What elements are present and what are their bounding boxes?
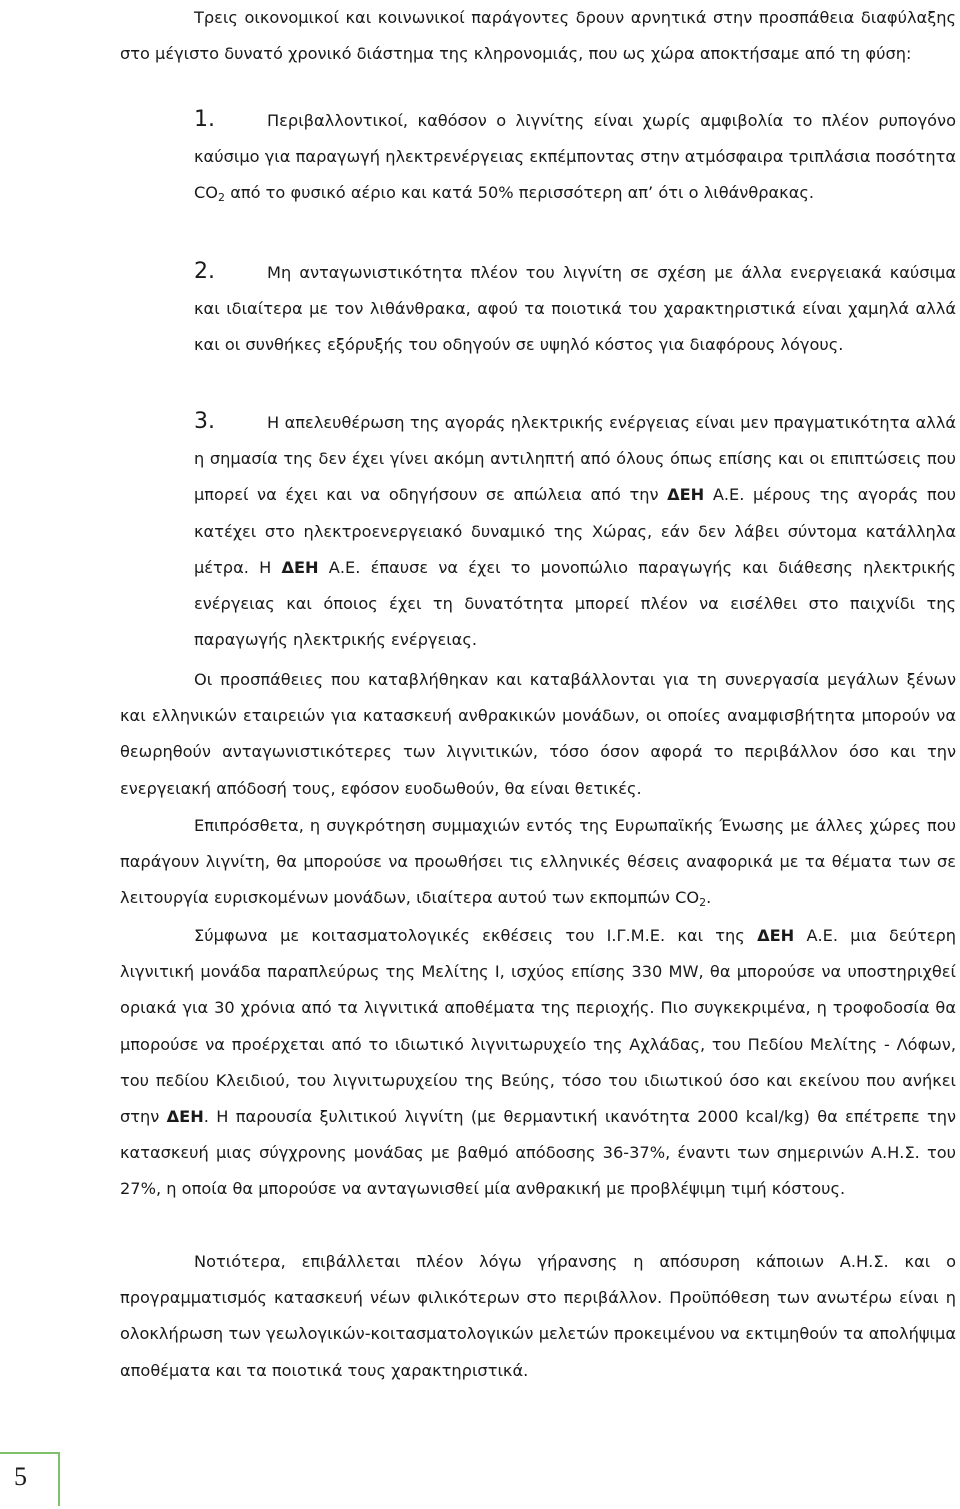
list-item-text: Α.Ε. μέρους της αγοράς που κατέχει στο ηλεκτροενεργειακό δυναμικό της Χώρας, εάν δεν λάβει σύντομα κατάλληλα μέτρα. Η <box>194 485 956 577</box>
paragraph-text: Επιπρόσθετα, η συγκρότηση συμμαχιών εντός της Ευρωπαϊκής Ένωσης με άλλες χώρες που παράγουν λιγνίτη, θα μπορούσε να προωθήσει τις ελληνικές θέσεις αναφορικά με τα θέματα των σε λειτουργία ευρισκομένων μονάδων, ιδιαίτερα αυτού των εκπομπών CO <box>120 816 956 908</box>
list-item-text: Μη ανταγωνιστικότητα πλέον του λιγνίτη σε σχέση με άλλα ενεργειακά καύσιμα και ιδιαίτερα με τον λιθάνθρακα, αφού τα ποιοτικά του χαρακτηριστικά είναι χαμηλά αλλά και οι συνθήκες εξόρυξής του οδηγούν σε υψηλό κόστος για διαφόρους λόγους. <box>194 263 956 355</box>
bold-text: ΔΕΗ <box>281 557 319 577</box>
page-number: 5 <box>14 1462 27 1491</box>
paragraph-1: Οι προσπάθειες που καταβλήθηκαν και καταβάλλονται για τη συνεργασία μεγάλων ξένων και ελληνικών εταιρειών για κατασκευή ανθρακικών μονάδων, οι οποίες αναμφισβήτητα μπορούν να θεωρηθούν ανταγωνιστικότερες των λιγνιτικών, τόσο όσον αφορά το περιβάλλον όσο και την ενεργειακή απόδοσή τους, εφόσον ευοδωθούν, θα είναι θετικές. <box>120 670 956 798</box>
list-item-3 <box>194 404 956 658</box>
list-item-number: 2. <box>194 259 215 284</box>
subscript: 2 <box>699 896 707 910</box>
paragraph-2 <box>120 808 956 917</box>
list-item-text: Α.Ε. έπαυσε να έχει το μονοπώλιο παραγωγής και διάθεσης ηλεκτρικής ενέργειας και όποιος έχει τη δυνατότητα μπορεί πλέον να εισέλθει στο παιχνίδι της παραγωγής ηλεκτρικής ενέργειας. <box>194 557 956 650</box>
list-item-text-end: από το φυσικό αέριο και κατά 50% περισσότερη απ’ ότι ο λιθάνθρακας. <box>225 183 815 203</box>
bold-text: ΔΕΗ <box>757 926 795 945</box>
list-item-number: 3. <box>194 409 215 434</box>
bold-text: ΔΕΗ <box>166 1107 204 1127</box>
intro-paragraph: Τρεις οικονομικοί και κοινωνικοί παράγοντες δρουν αρνητικά στην προσπάθεια διαφύλαξης στο μέγιστο δυνατό χρονικό διάστημα της κληρονομιάς, που ως χώρα αποκτήσαμε από τη φύση: <box>120 8 956 64</box>
list-item-2 <box>194 254 956 364</box>
list-item-number: 1. <box>194 107 215 132</box>
paragraph-text-end: . <box>706 888 712 908</box>
list-item-text: Περιβαλλοντικοί, καθόσον ο λιγνίτης είναι χωρίς αμφιβολία το πλέον ρυπογόνο καύσιμο για παραγωγή ηλεκτρενέργειας εκπέμποντας στην ατμόσφαιρα τριπλάσια ποσότητα CO <box>194 111 956 203</box>
paragraph-text: Σύμφωνα με κοιτασματολογικές εκθέσεις του Ι.Γ.Μ.Ε. και της <box>194 926 758 945</box>
paragraph-3 <box>120 918 956 1208</box>
paragraph-4: Νοτιότερα, επιβάλλεται πλέον λόγω γήρανσης η απόσυρση κάποιων Α.Η.Σ. και ο προγραμματισμός κατασκευή νέων φιλικότερων στο περιβάλλον. Προϋπόθεση των ανωτέρω είναι η ολοκλήρωση των γεωλογικών-κοιτασματολογικών μελετών προκειμένου να εκτιμηθούν τα απολήψιμα αποθέματα και τα ποιοτικά τους χαρακτηριστικά. <box>120 1252 956 1380</box>
paragraph-text: Α.Ε. μια δεύτερη λιγνιτική μονάδα παραπλεύρως της Μελίτης Ι, ισχύος επίσης 330 MW, θα μπορούσε να υποστηριχθεί οριακά για 30 χρόνια από τα λιγνιτικά αποθέματα της περιοχής. Πιο συγκεκριμένα, η τροφοδοσία θα μπορούσε να προέρχεται από το ιδιωτικό λιγνιτωρυχείο της Αχλάδας, του Πεδίου Μελίτης - Λόφων, του πεδίου Κλειδιού, του λιγνιτωρυχείου της Βεύης, τόσο του ιδιωτικού όσο και εκείνου που ανήκει στην <box>120 926 957 1127</box>
subscript: 2 <box>218 191 226 205</box>
list-item-1 <box>194 102 956 212</box>
bold-text: ΔΕΗ <box>667 485 705 505</box>
list-item-text: Η απελευθέρωση της αγοράς ηλεκτρικής ενέργειας είναι μεν πραγματικότητα αλλά η σημασία της δεν έχει γίνει ακόμη αντιληπτή από όλους όπως επίσης και οι επιπτώσεις που μπορεί να έχει και να οδηγήσουν σε απώλεια από την <box>194 413 956 505</box>
paragraph-text: . Η παρουσία ξυλιτικού λιγνίτη (με θερμαντική ικανότητα 2000 kcal/kg) θα επέτρεπε την κατασκευή μιας σύγχρονης μονάδας με βαθμό απόδοσης 36-37%, έναντι των σημερινών Α.Η.Σ. του 27%, η οποία θα μπορούσε να ανταγωνισθεί μία ανθρακική με προβλέψιμη τιμή κόστους. <box>120 1107 957 1199</box>
page-number-frame <box>0 1452 60 1506</box>
